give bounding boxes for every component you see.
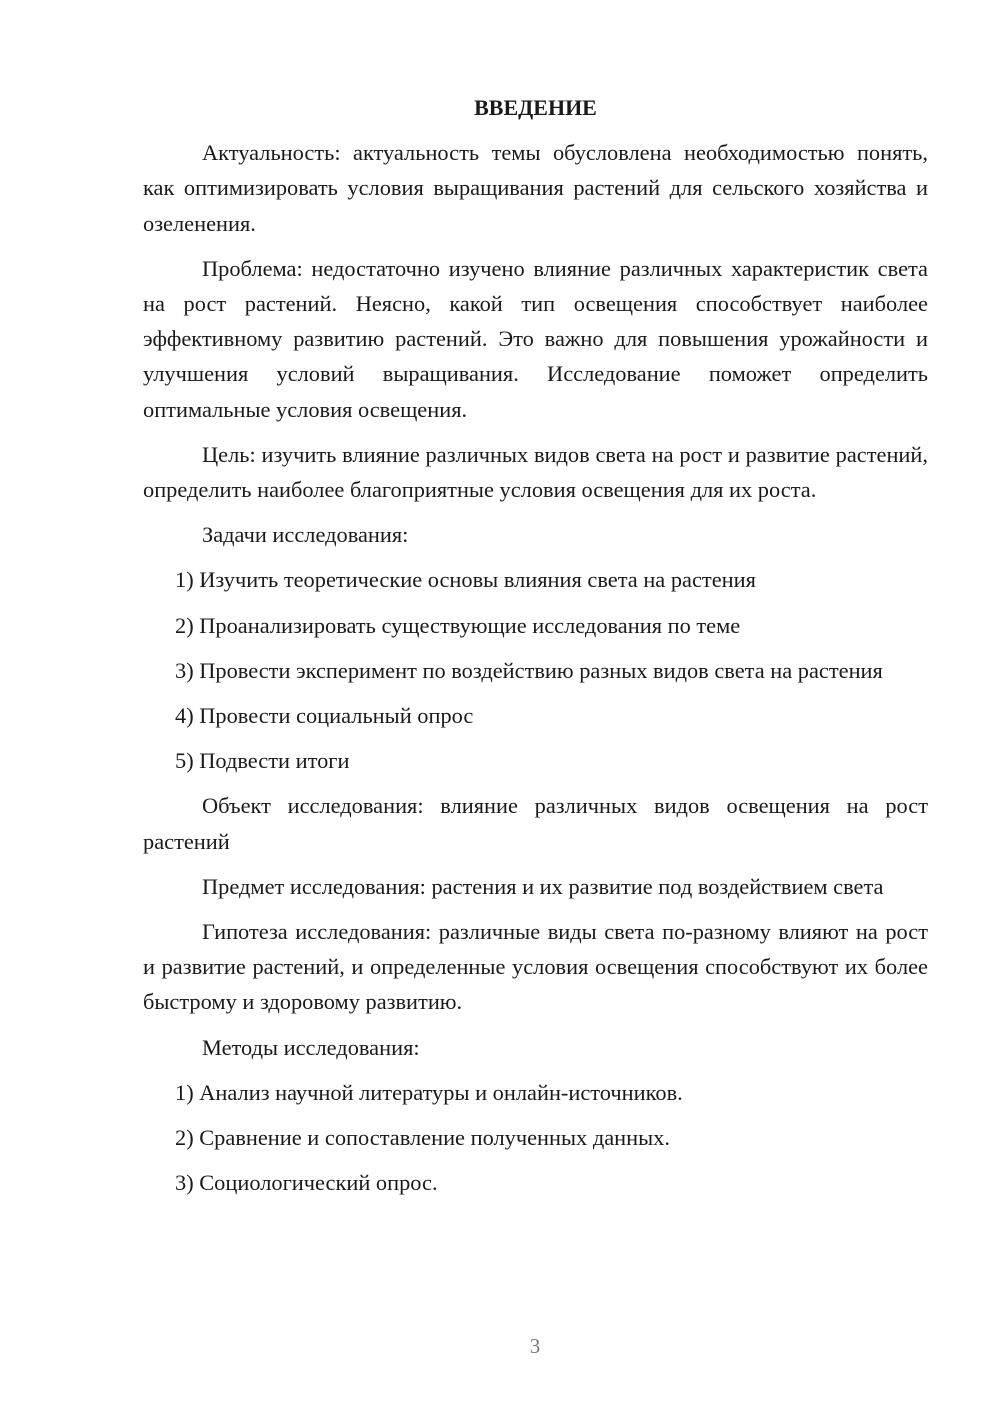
hypothesis-paragraph: Гипотеза исследования: различные виды света по-разному влияют на рост и развитие растений, и определенные условия освещения способствуют их более быстрому и здоровому развитию.	[143, 919, 928, 1015]
task-item: 2) Проанализировать существующие исследования по теме	[175, 612, 741, 638]
task-item: 5) Подвести итоги	[175, 748, 350, 774]
task-item: 3) Провести эксперимент по воздействию разных видов света на растения	[175, 657, 883, 683]
methods-heading: Методы исследования:	[202, 1034, 420, 1060]
task-item: 1) Изучить теоретические основы влияния света на растения	[175, 567, 756, 593]
problem-paragraph: Проблема: недостаточно изучено влияние различных характеристик света на рост растений. Неясно, какой тип освещения способствует наиболее эффективному развитию растений. Это важно для повышения урожайности и улучшения условий выращивания. Исследование поможет определить оптимальные условия освещения.	[143, 255, 928, 422]
task-item: 4) Провести социальный опрос	[175, 703, 474, 729]
section-title: ВВЕДЕНИЕ	[474, 95, 597, 120]
tasks-heading: Задачи исследования:	[202, 522, 409, 548]
relevance-paragraph: Актуальность: актуальность темы обусловлена необходимостью понять, как оптимизировать условия выращивания растений для сельского хозяйства и озеленения.	[143, 140, 928, 236]
goal-paragraph: Цель: изучить влияние различных видов света на рост и развитие растений, определить наиболее благоприятные условия освещения для их роста.	[143, 441, 928, 503]
document-page	[143, 90, 928, 1210]
method-item: 3) Социологический опрос.	[175, 1170, 438, 1196]
subject-paragraph: Предмет исследования: растения и их развитие под воздействием света	[202, 873, 884, 899]
method-item: 1) Анализ научной литературы и онлайн-источников.	[175, 1079, 683, 1105]
object-paragraph: Объект исследования: влияние различных видов освещения на рост растений	[143, 793, 928, 854]
method-item: 2) Сравнение и сопоставление полученных данных.	[175, 1125, 670, 1151]
page-number: 3	[529, 1334, 541, 1358]
